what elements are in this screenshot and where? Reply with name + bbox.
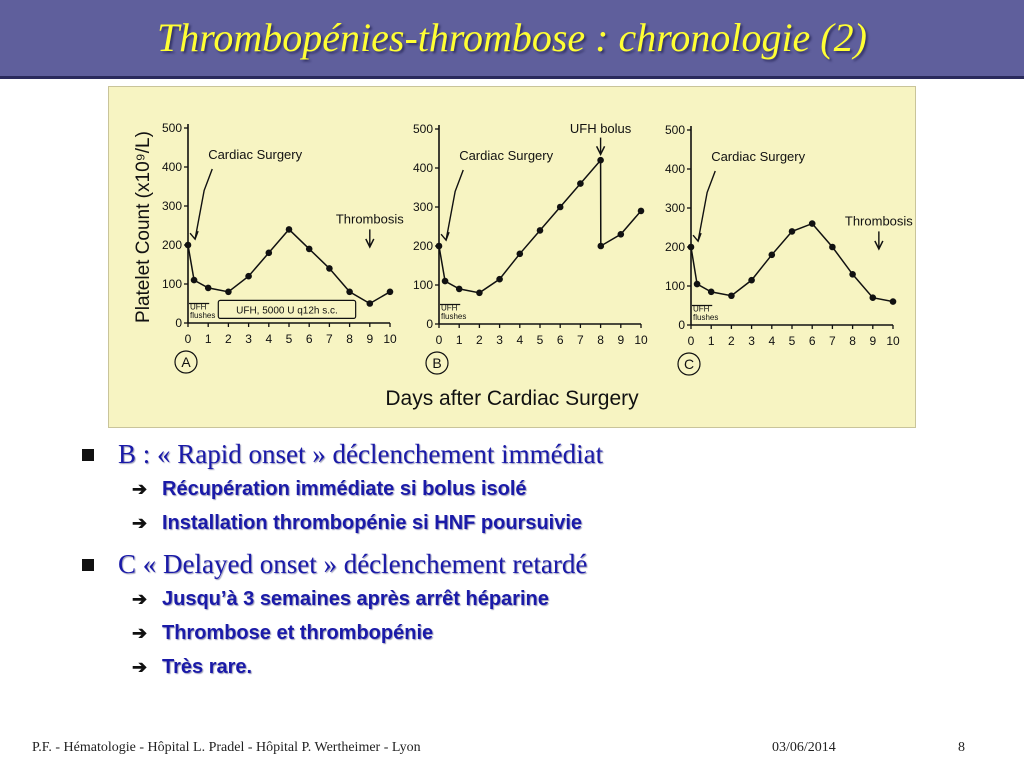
- x-tick-label: 5: [536, 333, 544, 347]
- data-point: [306, 246, 313, 253]
- y-tick-label: 0: [678, 318, 685, 332]
- bullet-item: [78, 436, 978, 472]
- annotation-thrombosis: Thrombosis: [335, 211, 404, 227]
- sub-bullet-text: Thrombose et thrombopénie: [162, 622, 434, 644]
- y-tick-label: 0: [175, 316, 182, 330]
- x-tick-label: 4: [265, 332, 273, 346]
- data-point: [638, 208, 645, 215]
- y-tick-label: 300: [412, 200, 433, 214]
- y-tick-label: 400: [664, 162, 685, 176]
- x-axis-title: Days after Cardiac Surgery: [385, 387, 639, 410]
- bullet-text: B : « Rapid onset » déclenchement immédiat: [118, 439, 604, 469]
- slide-title: Thrombopénies-thrombose : chronologie (2): [157, 15, 867, 60]
- x-tick-label: 5: [285, 332, 293, 346]
- x-tick-label: 0: [687, 334, 695, 348]
- bullet-text: C « Delayed onset » déclenchement retardé: [118, 549, 588, 579]
- y-tick-label: 500: [161, 121, 182, 135]
- y-tick-label: 100: [412, 278, 433, 292]
- footer-source: P.F. - Hématologie - Hôpital L. Pradel - Hôpital P. Wertheimer - Lyon: [32, 740, 421, 755]
- data-point: [266, 250, 273, 257]
- footer-page-number: 8: [958, 740, 965, 755]
- x-tick-label: 3: [496, 333, 503, 347]
- sub-bullet-item: [78, 582, 978, 616]
- y-axis-title: Platelet Count (x10⁹/L): [133, 131, 154, 323]
- data-point: [191, 277, 198, 284]
- x-tick-label: 7: [829, 334, 836, 348]
- panel-label: C: [683, 356, 695, 372]
- x-tick-label: 10: [886, 334, 900, 348]
- data-point: [748, 277, 755, 284]
- arrow-right-icon: ➔: [132, 513, 148, 533]
- x-tick-label: 8: [597, 333, 604, 347]
- data-point: [597, 157, 604, 164]
- x-tick-label: 2: [728, 334, 735, 348]
- annotation-cardiac-surgery: Cardiac Surgery: [208, 147, 303, 163]
- annotation-ufh-regimen: UFH, 5000 U q12h s.c.: [236, 305, 338, 317]
- y-tick-label: 200: [412, 239, 433, 253]
- annotation-ufh-flushes-line1: UFH: [441, 303, 458, 313]
- x-tick-label: 7: [577, 333, 584, 347]
- chart-figure: [108, 86, 916, 428]
- data-point: [476, 290, 483, 297]
- data-point: [618, 231, 625, 238]
- data-point: [694, 281, 701, 288]
- y-tick-label: 400: [412, 161, 433, 175]
- x-tick-label: 9: [366, 332, 374, 346]
- data-point: [708, 289, 715, 296]
- annotation-cardiac-surgery: Cardiac Surgery: [459, 148, 554, 164]
- y-tick-label: 100: [161, 277, 182, 291]
- y-tick-label: 500: [664, 123, 685, 137]
- x-tick-label: 5: [788, 334, 796, 348]
- x-tick-label: 10: [383, 332, 397, 346]
- x-tick-label: 1: [707, 334, 715, 348]
- x-tick-label: 6: [556, 333, 564, 347]
- annotation-ufh-bolus: UFH bolus: [569, 120, 632, 136]
- sub-bullet-item: [78, 616, 978, 650]
- annotation-arrow: [446, 170, 463, 240]
- x-tick-label: 9: [617, 333, 625, 347]
- x-tick-label: 10: [634, 333, 648, 347]
- annotation-ufh-flushes-line2: flushes: [693, 312, 719, 322]
- data-point: [789, 228, 796, 235]
- data-point: [829, 244, 836, 251]
- x-tick-label: 3: [748, 334, 755, 348]
- data-point: [205, 285, 212, 292]
- data-point: [577, 180, 584, 187]
- series-line: [188, 229, 390, 303]
- data-point: [769, 252, 776, 259]
- x-tick-label: 8: [849, 334, 856, 348]
- sub-bullet-text: Jusqu’à 3 semaines après arrêt héparine: [162, 588, 549, 610]
- data-point: [809, 220, 816, 227]
- annotation-ufh-flushes-line2: flushes: [190, 310, 216, 320]
- square-bullet-icon: [82, 449, 94, 461]
- sub-bullet-text: Récupération immédiate si bolus isolé: [162, 478, 527, 500]
- bullet-list: [78, 436, 978, 684]
- data-point: [286, 226, 293, 233]
- x-tick-label: 2: [476, 333, 483, 347]
- data-point: [849, 271, 856, 278]
- x-tick-label: 1: [204, 332, 212, 346]
- data-point: [185, 242, 192, 249]
- y-tick-label: 0: [426, 317, 433, 331]
- y-tick-label: 100: [664, 279, 685, 293]
- series-line: [691, 224, 893, 302]
- annotation-thrombosis: Thrombosis: [844, 213, 913, 229]
- y-tick-label: 300: [664, 201, 685, 215]
- y-tick-label: 500: [412, 122, 433, 136]
- annotation-arrow: [698, 171, 715, 241]
- sub-bullet-item: [78, 506, 978, 540]
- panel-label: A: [181, 354, 191, 370]
- bullet-item: [78, 546, 978, 582]
- x-tick-label: 3: [245, 332, 252, 346]
- panel-label: B: [432, 355, 442, 371]
- sub-bullet-text: Installation thrombopénie si HNF poursuivie: [162, 512, 583, 534]
- sub-bullet-item: [78, 472, 978, 506]
- arrow-right-icon: ➔: [132, 623, 148, 643]
- square-bullet-icon: [82, 559, 94, 571]
- series-line: [439, 160, 641, 293]
- data-point: [598, 243, 605, 250]
- y-tick-label: 200: [664, 240, 685, 254]
- data-point: [456, 286, 463, 293]
- x-tick-label: 9: [869, 334, 877, 348]
- annotation-ufh-flushes-line1: UFH: [190, 302, 207, 312]
- data-point: [326, 265, 333, 272]
- data-point: [387, 289, 394, 296]
- data-point: [436, 243, 443, 250]
- sub-bullet-text: Très rare.: [162, 656, 253, 678]
- arrow-right-icon: ➔: [132, 479, 148, 499]
- title-bar-divider: [0, 76, 1024, 79]
- data-point: [728, 292, 735, 299]
- data-point: [442, 278, 449, 285]
- data-point: [688, 244, 695, 251]
- x-tick-label: 2: [225, 332, 232, 346]
- sub-bullet-item: [78, 650, 978, 684]
- y-tick-label: 400: [161, 160, 182, 174]
- data-point: [557, 204, 564, 211]
- x-tick-label: 0: [184, 332, 192, 346]
- data-point: [496, 276, 503, 283]
- annotation-ufh-flushes-line1: UFH: [693, 304, 710, 314]
- footer-date: 03/06/2014: [772, 740, 836, 755]
- x-tick-label: 0: [435, 333, 443, 347]
- arrow-right-icon: ➔: [132, 589, 148, 609]
- data-point: [367, 300, 374, 307]
- x-tick-label: 4: [516, 333, 524, 347]
- x-tick-label: 1: [455, 333, 463, 347]
- platelet-count-chart: [109, 87, 915, 427]
- data-point: [225, 289, 232, 296]
- data-point: [517, 251, 524, 258]
- x-tick-label: 4: [768, 334, 776, 348]
- data-point: [245, 273, 252, 280]
- annotation-cardiac-surgery: Cardiac Surgery: [711, 149, 806, 165]
- data-point: [890, 298, 897, 305]
- data-point: [346, 289, 353, 296]
- y-tick-label: 300: [161, 199, 182, 213]
- x-tick-label: 6: [305, 332, 313, 346]
- y-tick-label: 200: [161, 238, 182, 252]
- annotation-ufh-flushes-line2: flushes: [441, 311, 467, 321]
- data-point: [870, 294, 877, 301]
- data-point: [537, 227, 544, 234]
- annotation-arrow: [195, 169, 212, 239]
- x-tick-label: 7: [326, 332, 333, 346]
- x-tick-label: 6: [808, 334, 816, 348]
- x-tick-label: 8: [346, 332, 353, 346]
- arrow-right-icon: ➔: [132, 657, 148, 677]
